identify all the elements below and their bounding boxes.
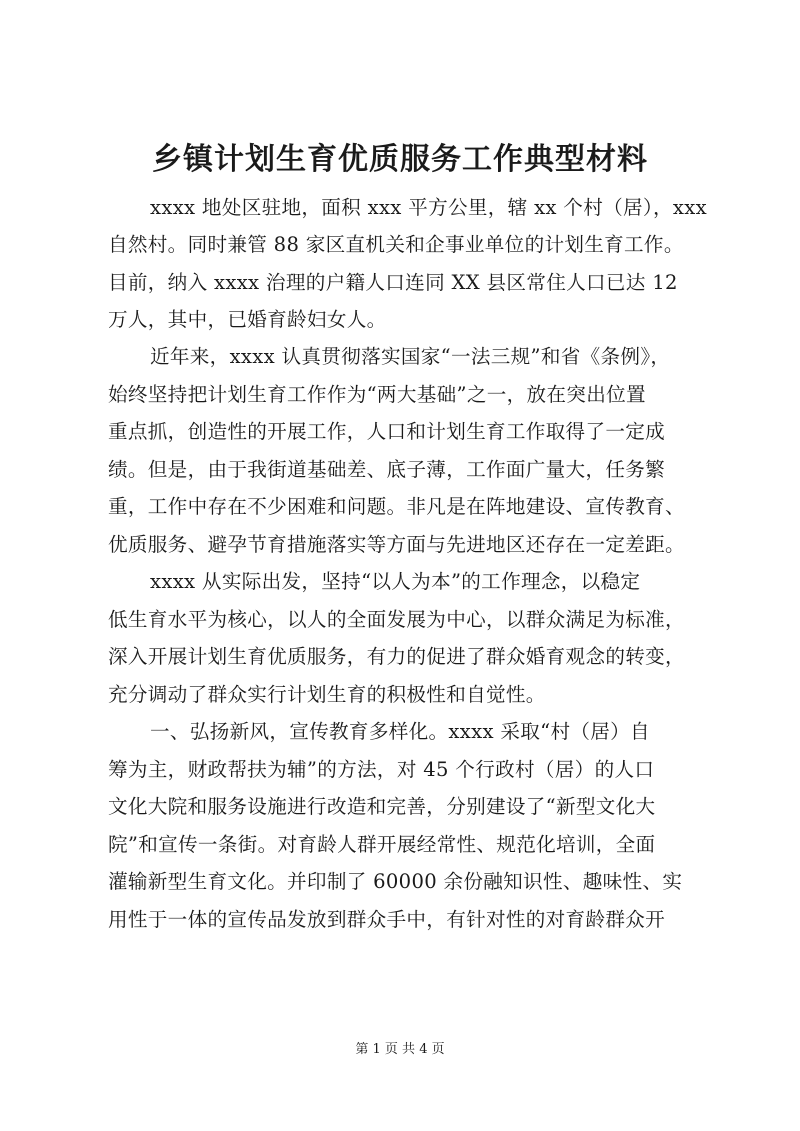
paragraph-line: 院”和宣传一条街。对育龄人群开展经常性、规范化培训，全面 <box>108 833 656 856</box>
document-title: 乡镇计划生育优质服务工作典型材料 <box>152 142 648 177</box>
paragraph-line: 灌输新型生育文化。并印制了 60000 余份融知识性、趣味性、实 <box>108 870 683 893</box>
paragraph-line: 文化大院和服务设施进行改造和完善，分别建设了“新型文化大 <box>108 795 656 818</box>
paragraph-line: 近年来，xxxx 认真贯彻落实国家“一法三规”和省《条例》， <box>150 345 671 368</box>
paragraph-line: 万人，其中，已婚育龄妇女人。 <box>108 308 387 331</box>
paragraph-line: xxxx 地处区驻地，面积 xxx 平方公里，辖 xx 个村（居），xxx <box>150 196 707 219</box>
paragraph-line: 深入开展计划生育优质服务，有力的促进了群众婚育观念的转变， <box>108 645 685 668</box>
page-footer: 第 1 页 共 4 页 <box>355 1042 445 1057</box>
paragraph-line: 用性于一体的宣传品发放到群众手中，有针对性的对育龄群众开 <box>108 908 666 931</box>
paragraph-line: 目前，纳入 xxxx 治理的户籍人口连同 XX 县区常住人口已达 12 <box>108 271 678 294</box>
paragraph-line: 优质服务、避孕节育措施落实等方面与先进地区还存在一定差距。 <box>108 533 685 556</box>
paragraph-line: 一、弘扬新风，宣传教育多样化。xxxx 采取“村（居）自 <box>150 720 650 743</box>
paragraph-line: 重点抓，创造性的开展工作，人口和计划生育工作取得了一定成 <box>108 420 666 443</box>
paragraph-line: 重，工作中存在不少困难和问题。非凡是在阵地建设、宣传教育、 <box>108 495 685 518</box>
paragraph-line: 筹为主，财政帮扶为辅”的方法，对 45 个行政村（居）的人口 <box>108 758 655 781</box>
paragraph-line: 充分调动了群众实行计划生育的积极性和自觉性。 <box>108 683 546 706</box>
paragraph-line: 自然村。同时兼管 88 家区直机关和企事业单位的计划生育工作。 <box>108 233 684 256</box>
paragraph-line: 低生育水平为核心，以人的全面发展为中心，以群众满足为标准， <box>108 608 685 631</box>
paragraph-line: 绩。但是，由于我街道基础差、底子薄，工作面广量大，任务繁 <box>108 458 666 481</box>
paragraph-line: xxxx 从实际出发，坚持“以人为本”的工作理念，以稳定 <box>150 570 641 593</box>
paragraph-line: 始终坚持把计划生育工作作为“两大基础”之一，放在突出位置 <box>108 383 646 406</box>
